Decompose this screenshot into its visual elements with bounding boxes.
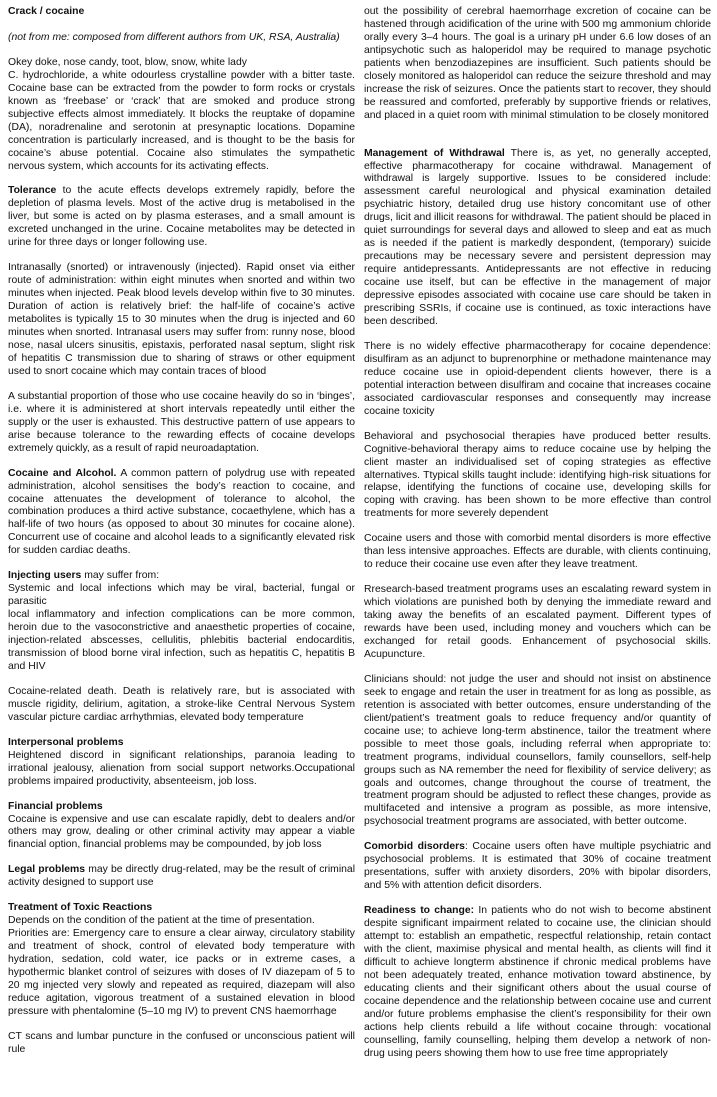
pharmacotherapy-paragraph: There is no widely effective pharmacotherapy for cocaine dependence: disulfiram as an adjunct to buprenorphine or methadone maintenance may reduce cocaine use in opioid-dependent clients however, there is a potential interaction between disulfiram and cocaine that increases cocaine associated cardiovascular responses and consequently may increase cocaine toxicity [364, 340, 711, 417]
interpersonal-section [8, 737, 355, 789]
ct-paragraph: CT scans and lumbar puncture in the confused or unconscious patient will rule [8, 1030, 355, 1055]
clinicians-paragraph: Clinicians should: not judge the user and should not insist on abstinence seek to engage and retain the user in treatment for as long as possible, as retention is associated with better outcomes, ensure understanding of the client/patient’s treatment goals to reduce frequency and/or quantity of cocaine use; to achieve long-term abstinence, tailor the treatment where possible to meet those goals, including referral when appropriate to: treatment programs, individual counsellors, family counsellors, self-help groups such as NA remember the need for flexibility of service delivery; as goals and outcomes, change throughout the course of treatment, the treatment program should be adjusted to reflect these changes, provide as multifaceted and intensive a program as possible, as more intensive, psychosocial treatment programs are associated, with better outcome. [364, 673, 711, 828]
intro-paragraph: C. hydrochloride, a white odourless crystalline powder with a bitter taste. Cocaine base can be extracted from the powder to form rocks or crystals known as ‘freebase’ or ‘crack’ that are smoked and produce strong subjective effects almost immediately. It blocks the reuptake of dopamine (DA), noradrenaline and serotonin at presynaptic locations. Dopamine concentration is particularly increased, and is thought to be the basis for cocaine’s abuse potential. Cocaine also stimulates the sympathetic nervous system, which accounts for its activating effects. [8, 69, 355, 172]
alcohol-text: A common pattern of polydrug use with repeated administration, alcohol sensitises the body’s reaction to cocaine, and cocaine attenuates the development of tolerance to alcohol, the combination produces a third active substance, cocaethylene, which has a half-life of two hours (as opposed to about 30 minutes for cocaine alone). Concurrent use of cocaine and alcohol leads to a significantly elevated risk for sudden cardiac deaths. [8, 467, 355, 557]
toxic-text: Priorities are: Emergency care to ensure a clear airway, circulatory stability and treatment of shock, control of elevated body temperature with hydration, sedation, cold water, ice packs or in extreme cases, a hypothermic blanket control of seizures with doses of IV diazepam of 5 to 20 mg injected very slowly and repeated as required, diazepam will also reduce agitation, vigorous treatment of a sustained elevation in blood pressure with phentalomine (5–10 mg IV) to prevent CNS haemorrhage [8, 928, 355, 1017]
street-names: Okey doke, nose candy, toot, blow, snow, white lady [8, 56, 247, 68]
interpersonal-text: Heightened discord in significant relationships, paranoia leading to irrational jealousy, alienation from social support networks.Occupational problems impaired productivity, absenteeism, job loss. [8, 749, 355, 787]
binges-paragraph: A substantial proportion of those who use cocaine heavily do so in ‘binges’, i.e. where it is administered at short intervals repeatedly until either the supply or the user is exhausted. This destructive pattern of use appears to arise because tolerance to the rewarding effects of cocaine develops extremely quickly, as a result of rapid neuroadaptation. [8, 390, 355, 454]
tolerance-heading: Tolerance [8, 185, 57, 197]
financial-heading: Financial problems [8, 800, 103, 812]
comorbid-section [364, 841, 711, 893]
financial-section [8, 801, 355, 853]
injecting-line-2: local inflammatory and infection complications can be more common, heroin due to the vasoconstrictive and anaesthetic properties of cocaine, injection-related abscesses, cellulitis, phlebitis bacterial endocarditis, transmission of blood borne viral infection, such as hepatitis C, hepatitis B and HIV [8, 609, 355, 672]
toxic-section [8, 902, 355, 1019]
withdrawal-section [364, 148, 711, 329]
readiness-text: In patients who do not wish to become abstinent despite significant impairment related to cocaine use, the clinician should attempt to: establish an empathetic, respectful relationship, retain contact with the client, maximise physical and mental health, as clients will find it difficult to achieve longterm abstinence if chronic medical problems have not been adequately treated, enhance motivation toward abstinence, by educating clients and their significant others about the usual course of cocaine dependence and the relationship between cocaine use and current and/or future problems emphasise the client’s responsibility for their own actions help clients rebuild a life without cocaine through: vocational counselling, family counselling, helping them develop a network of non-drug using peers showing them how to use free time appropriately [364, 905, 711, 1059]
comorbid-text: : Cocaine users often have multiple psychiatric and psychosocial problems. It is estimated that 30% of cocaine treatment presentations, suffer with anxiety disorders, 20% with bipolar disorders, and 5% with attention deficit disorders. [364, 841, 711, 892]
continued-paragraph: out the possibility of cerebral haemorrhage excretion of cocaine can be hastened through acidification of the urine with 500 mg ammonium chloride orally every 3–4 hours. The goal is a urinary pH under 6.6 low doses of an antipsychotic such as haloperidol may be required to manage psychotic patients when benzodiazepines are insufficient. Such patients should be closely monitored as haloperidol can reduce the seizure threshold and may increase the risk of seizures. Once the patients start to recover, they should be reassured and comforted, preferably by supportive friends or relatives, and placed in a quiet room with minimal stimulation to be closely monitored [364, 6, 711, 121]
comorbid-heading: Comorbid disorders [364, 841, 465, 853]
interpersonal-heading: Interpersonal problems [8, 736, 124, 748]
legal-section [8, 864, 355, 890]
legal-heading: Legal problems [8, 864, 86, 876]
injecting-tail: may suffer from: [81, 570, 160, 582]
withdrawal-heading: Management of Withdrawal [364, 147, 505, 159]
toxic-line-1: Depends on the condition of the patient at the time of presentation. [8, 915, 315, 927]
financial-text: Cocaine is expensive and use can escalate rapidly, debt to dealers and/or others may grow, dealing or other criminal activity may appear a viable financial option, financial problems may be compounded, by job loss [8, 813, 355, 851]
source-note: (not from me: composed from different authors from UK, RSA, Australia) [8, 31, 340, 43]
page-title: Crack / cocaine [8, 6, 85, 17]
tolerance-text: to the acute effects develops extremely rapidly, before the depletion of plasma levels. Most of the active drug is metabolised in the liver, but some is acted on by plasma esterases, and a small amount is excreted unchanged in the urine. Cocaine metabolites may be detected in urine for three days or longer following use. [8, 185, 355, 249]
alcohol-heading: Cocaine and Alcohol. [8, 467, 117, 479]
readiness-section [364, 905, 711, 1060]
toxic-heading: Treatment of Toxic Reactions [8, 902, 153, 914]
injecting-section [8, 570, 355, 674]
left-column [8, 6, 355, 1073]
legal-text: may be directly drug-related, may be the result of criminal activity designed to support use [8, 864, 356, 889]
tolerance-section [8, 185, 355, 250]
injecting-heading: Injecting users [8, 570, 82, 582]
withdrawal-text: There is, as yet, no generally accepted, effective pharmacotherapy for cocaine withdrawal. Management of withdrawal is largely supportive. Issues to be considered include: assessment careful neurological and physical examination detailed psychiatric history, detailed drug use history concomitant use of other drugs, licit and illicit reasons for withdrawal. The patient should be placed in quiet surroundings for several days and allowed to sleep and eat as much as is needed if the patient is markedly despondent, (temporary) suicide precautions may be necessary severe and persistent depression may require antidepressants. Antidepressants are not effective in reducing cocaine use itself, but can be effective in the management of major depressive episodes associated with cocaine use care should be taken in prescribing SSRIs, if cocaine use is continued, as toxic interactions have been described. [364, 147, 712, 327]
right-column [364, 6, 711, 1073]
alcohol-section [8, 468, 355, 559]
death-paragraph: Cocaine-related death. Death is relatively rare, but is associated with muscle rigidity, delirium, agitation, a stroke-like Central Nervous System vascular picture cardiac arrhythmias, elevated body temperature [8, 685, 355, 723]
injecting-line-1: Systemic and local infections which may be viral, bacterial, fungal or parasitic [8, 583, 355, 608]
readiness-heading: Readiness to change: [364, 905, 475, 917]
comorbid-users-paragraph: Cocaine users and those with comorbid mental disorders is more effective than less intensive approaches. Effects are durable, with clients continuing, to reduce their cocaine use even after they leave treatment. [364, 533, 711, 571]
reward-paragraph: Rresearch-based treatment programs uses an escalating reward system in which violations are punished both by denying the immediate reward and taking away the benefits of an escalated payment. Different types of rewards have been used, including money and vouchers which can be exchanged for retail goods. Enhancement of psychosocial skills. Acupuncture. [364, 584, 711, 660]
intranasal-paragraph: Intranasally (snorted) or intravenously (injected). Rapid onset via either route of administration: within eight minutes when snorted and within two minutes when injected. Peak blood levels develop within five to 30 minutes. Duration of action is relatively brief: the half-life of cocaine’s active metabolites is typically 15 to 30 minutes when the drug is injected and 60 minutes when snorted. Intranasal users may suffer from: runny nose, blood nose, nasal ulcers sinusitis, epistaxis, perforated nasal septum, slight risk of hepatitis C transmission due to sharing of straws or other equipment used to snort cocaine which may contain traces of blood [8, 262, 355, 377]
behavioral-paragraph: Behavioral and psychosocial therapies have produced better results. Cognitive-behavioral therapy aims to reduce cocaine use by helping the client master an individualised set of coping strategies as effective alternatives. Ttypical skills taught include: identifying high-risk situations for relapse, identifying the functions of cocaine use, developing skills for coping with craving. has been shown to be more effective than control treatments for more severely dependent [364, 430, 711, 520]
